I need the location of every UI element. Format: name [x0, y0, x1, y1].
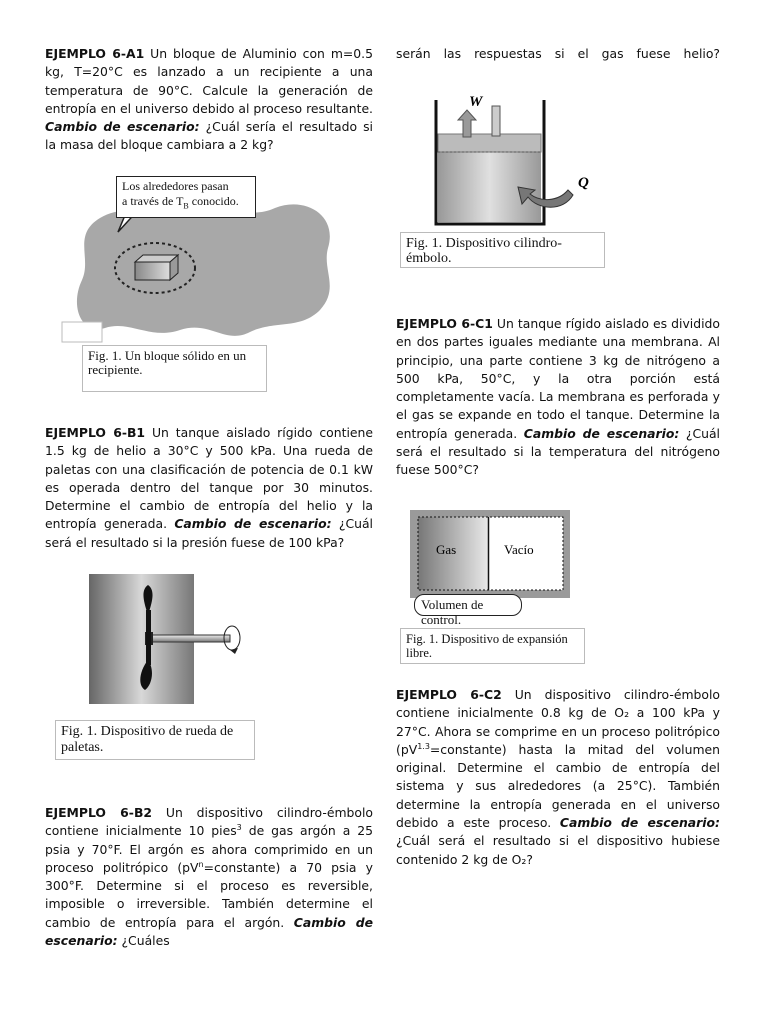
example-label: EJEMPLO 6-C2 — [396, 687, 502, 702]
scenario-label: Cambio de escenario: — [45, 119, 200, 135]
example-label: EJEMPLO 6-A1 — [45, 46, 145, 61]
example-text: Un bloque de Aluminio con m=0.5 kg, T=20°C es lanzado a un recipiente a una temperatura de 90°C. Calcule la generación de entropía en el universo debido al proceso resultante. — [45, 46, 373, 116]
piston-cylinder-diagram — [398, 92, 610, 232]
scenario-label: Cambio de escenario: — [174, 516, 332, 532]
example-text: Un tanque aislado rígido contiene 1.5 kg de helio a 30°C y 500 kPa. Una rueda de paletas con una clasificación de potencia de 0.1 kW es operada dentro del tanque por 30 minutos. Determine el cambio de entropía del helio y la entropía generada. — [45, 425, 373, 532]
work-label: W — [469, 94, 483, 110]
scenario-text: ¿Cuáles — [117, 933, 170, 949]
example-6-c2: EJEMPLO 6-C2 Un dispositivo cilindro-émbolo contiene inicialmente 0.8 kg de O₂ a 100 kPa y 27°C. Ahora se comprime en un proceso politrópico $(pV^{1.3}=constante)$ hasta la mitad del volumen original. Determine el cambio de entropía del sistema y sus alrededores (a 25°C). También determine la entropía generada en el universo debido a este proceso. Cambio de escenario: ¿Cuál será el resultado si el dispositivo hubiese contenido 2 kg de O₂? — [396, 687, 720, 867]
figure-caption: Fig. 1. Un bloque sólido en un recipiente. — [82, 345, 267, 392]
callout-control-volume: Volumen de control. — [414, 594, 522, 616]
figure-piston-cylinder — [398, 92, 610, 272]
example-label: EJEMPLO 6-C1 — [396, 316, 493, 331]
scenario-text: ¿Cuál será el resultado si la temperatura del nitrógeno fuese 500°C? — [396, 425, 720, 478]
heat-label: Q — [578, 175, 589, 191]
example-text: Un tanque rígido aislado es dividido en dos partes iguales mediante una membrana. Al principio, una parte contiene 3 kg de nitrógeno a 500 kPa, 50°C, y la otra porción está completamente vacía. La membrana es perforada y el gas se expande en todo el tanque. Determine la entropía generada. — [396, 316, 720, 441]
scenario-text: ¿Cuál será el resultado si el dispositivo hubiese contenido 2 kg de O₂? — [396, 833, 720, 867]
shaft — [150, 635, 230, 642]
example-6-c1 — [396, 315, 720, 480]
scenario-text: ¿Cuál será el resultado si la presión fuese de 100 kPa? — [45, 516, 373, 550]
solid-block — [135, 262, 170, 280]
paddle-wheel-diagram — [55, 570, 265, 710]
empty-box — [62, 322, 102, 342]
scenario-label: Cambio de escenario: — [523, 425, 680, 441]
example-6-b2: EJEMPLO 6-B2 Un dispositivo cilindro-émbolo contiene inicialmente 10 pies$^3$ de gas argón a 25 psia y 70°F. El argón es ahora comprimido en un proceso politrópico $(pV^n=constante)$ a 70 psia y 300°F. Determine si el proceso es reversible, imposible o irreversible. También determine el cambio de entropía para el argón. Cambio de escenario: ¿Cuáles — [45, 805, 373, 949]
figure-block-in-container — [60, 170, 350, 400]
example-label: EJEMPLO 6-B1 — [45, 425, 146, 440]
figure-caption: Fig. 1. Dispositivo cilindro-émbolo. — [400, 232, 605, 268]
piston — [438, 134, 541, 152]
work-arrow — [458, 110, 476, 137]
example-label: EJEMPLO 6-B2 — [45, 805, 153, 820]
example-6-b1 — [45, 424, 373, 552]
figure-free-expansion — [400, 508, 590, 668]
figure-caption: Fig. 1. Dispositivo de expansión libre. — [400, 628, 585, 664]
example-6-a1 — [45, 45, 373, 155]
vacuum-label: Vacío — [504, 542, 534, 557]
scenario-text: ¿Cuál sería el resultado si la masa del bloque cambiara a 2 kg? — [45, 119, 373, 153]
callout-surroundings: Los alrededores pasan a través de $T_B$ conocido. — [116, 176, 256, 218]
surroundings-blob — [77, 204, 330, 335]
figure-paddle-wheel — [55, 570, 265, 765]
piston-rod — [492, 106, 500, 136]
figure-caption: Fig. 1. Dispositivo de rueda de paletas. — [55, 720, 255, 760]
cylinder-gas — [438, 152, 541, 222]
free-expansion-diagram — [400, 508, 590, 608]
scenario-label: Cambio de escenario: — [45, 914, 373, 949]
example-6-b2-continued: serán las respuestas si el gas fuese helio? — [396, 46, 720, 61]
scenario-label: Cambio de escenario: — [559, 815, 720, 831]
gas-label: Gas — [436, 542, 457, 557]
